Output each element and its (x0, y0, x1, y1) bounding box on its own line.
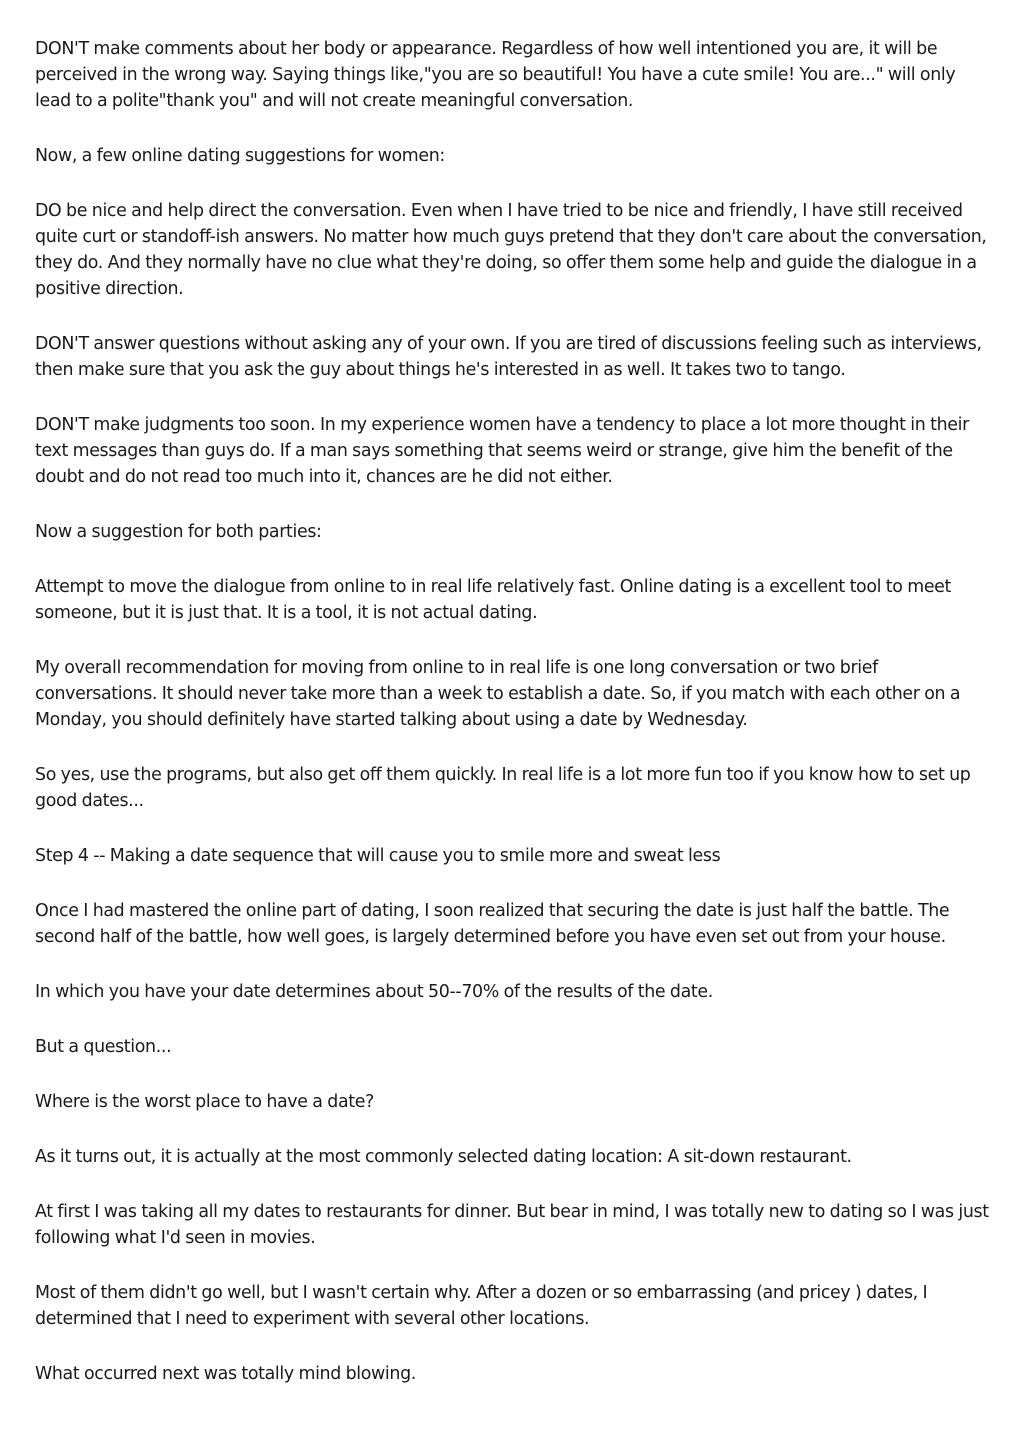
paragraph-date-location-results: In which you have your date determines about 50--70% of the results of the date. (35, 982, 713, 1002)
paragraph-experiment-locations: Most of them didn't go well, but I wasn't certain why. After a dozen or so embarrassing (and pricey ) dates, I determined that I need to experiment with several other locations. (35, 1283, 928, 1329)
paragraph-overall-recommendation: My overall recommendation for moving from online to in real life is one long conversation or two brief conversations. It should never take more than a week to establish a date. So, if you match with each other on a Monday, you should definitely have started talking about using a date by Wednesday. (35, 658, 961, 730)
paragraph-a-question: But a question... (35, 1037, 172, 1057)
paragraph-suggestions-for-women: Now, a few online dating suggestions for women: (35, 146, 445, 166)
paragraph-ask-questions: DON'T answer questions without asking any of your own. If you are tired of discussions feeling such as interviews, then make sure that you ask the guy about things he's interested in as well. It takes two to tango. (35, 334, 982, 380)
paragraph-mind-blowing: What occurred next was totally mind blowing. (35, 1364, 416, 1384)
paragraph-move-offline: Attempt to move the dialogue from online to in real life relatively fast. Online dating is a excellent tool to meet someone, but it is just that. It is a tool, it is not actual dating. (35, 577, 951, 623)
paragraph-suggestion-both-parties: Now a suggestion for both parties: (35, 522, 322, 542)
document-page (35, 36, 995, 1416)
paragraph-no-appearance-comments: DON'T make comments about her body or appearance. Regardless of how well intentioned you are, it will be perceived in the wrong way. Saying things like,"you are so beautiful! You have a cute smile! You are..." will only lead to a polite"thank you" and will not create meaningful conversation. (35, 39, 956, 111)
paragraph-use-programs: So yes, use the programs, but also get off them quickly. In real life is a lot more fun too if you know how to set up good dates... (35, 765, 971, 811)
paragraph-worst-place: Where is the worst place to have a date? (35, 1092, 374, 1112)
paragraph-no-early-judgments: DON'T make judgments too soon. In my experience women have a tendency to place a lot more thought in their text messages than guys do. If a man says something that seems weird or strange, give him the benefit of the doubt and do not read too much into it, chances are he did not either. (35, 415, 969, 487)
paragraph-be-nice: DO be nice and help direct the conversation. Even when I have tried to be nice and friendly, I have still received quite curt or standoff-ish answers. No matter how much guys pretend that they don't care about the conversation, they do. And they normally have no clue what they're doing, so offer them some help and guide the dialogue in a positive direction. (35, 201, 987, 299)
paragraph-step-4-heading: Step 4 -- Making a date sequence that will cause you to smile more and sweat less (35, 846, 721, 866)
paragraph-restaurants-for-dinner: At first I was taking all my dates to restaurants for dinner. But bear in mind, I was totally new to dating so I was just following what I'd seen in movies. (35, 1202, 989, 1248)
paragraph-sit-down-restaurant: As it turns out, it is actually at the most commonly selected dating location: A sit-down restaurant. (35, 1147, 852, 1167)
paragraph-half-the-battle: Once I had mastered the online part of dating, I soon realized that securing the date is just half the battle. The second half of the battle, how well goes, is largely determined before you have even set out from your house. (35, 901, 950, 947)
